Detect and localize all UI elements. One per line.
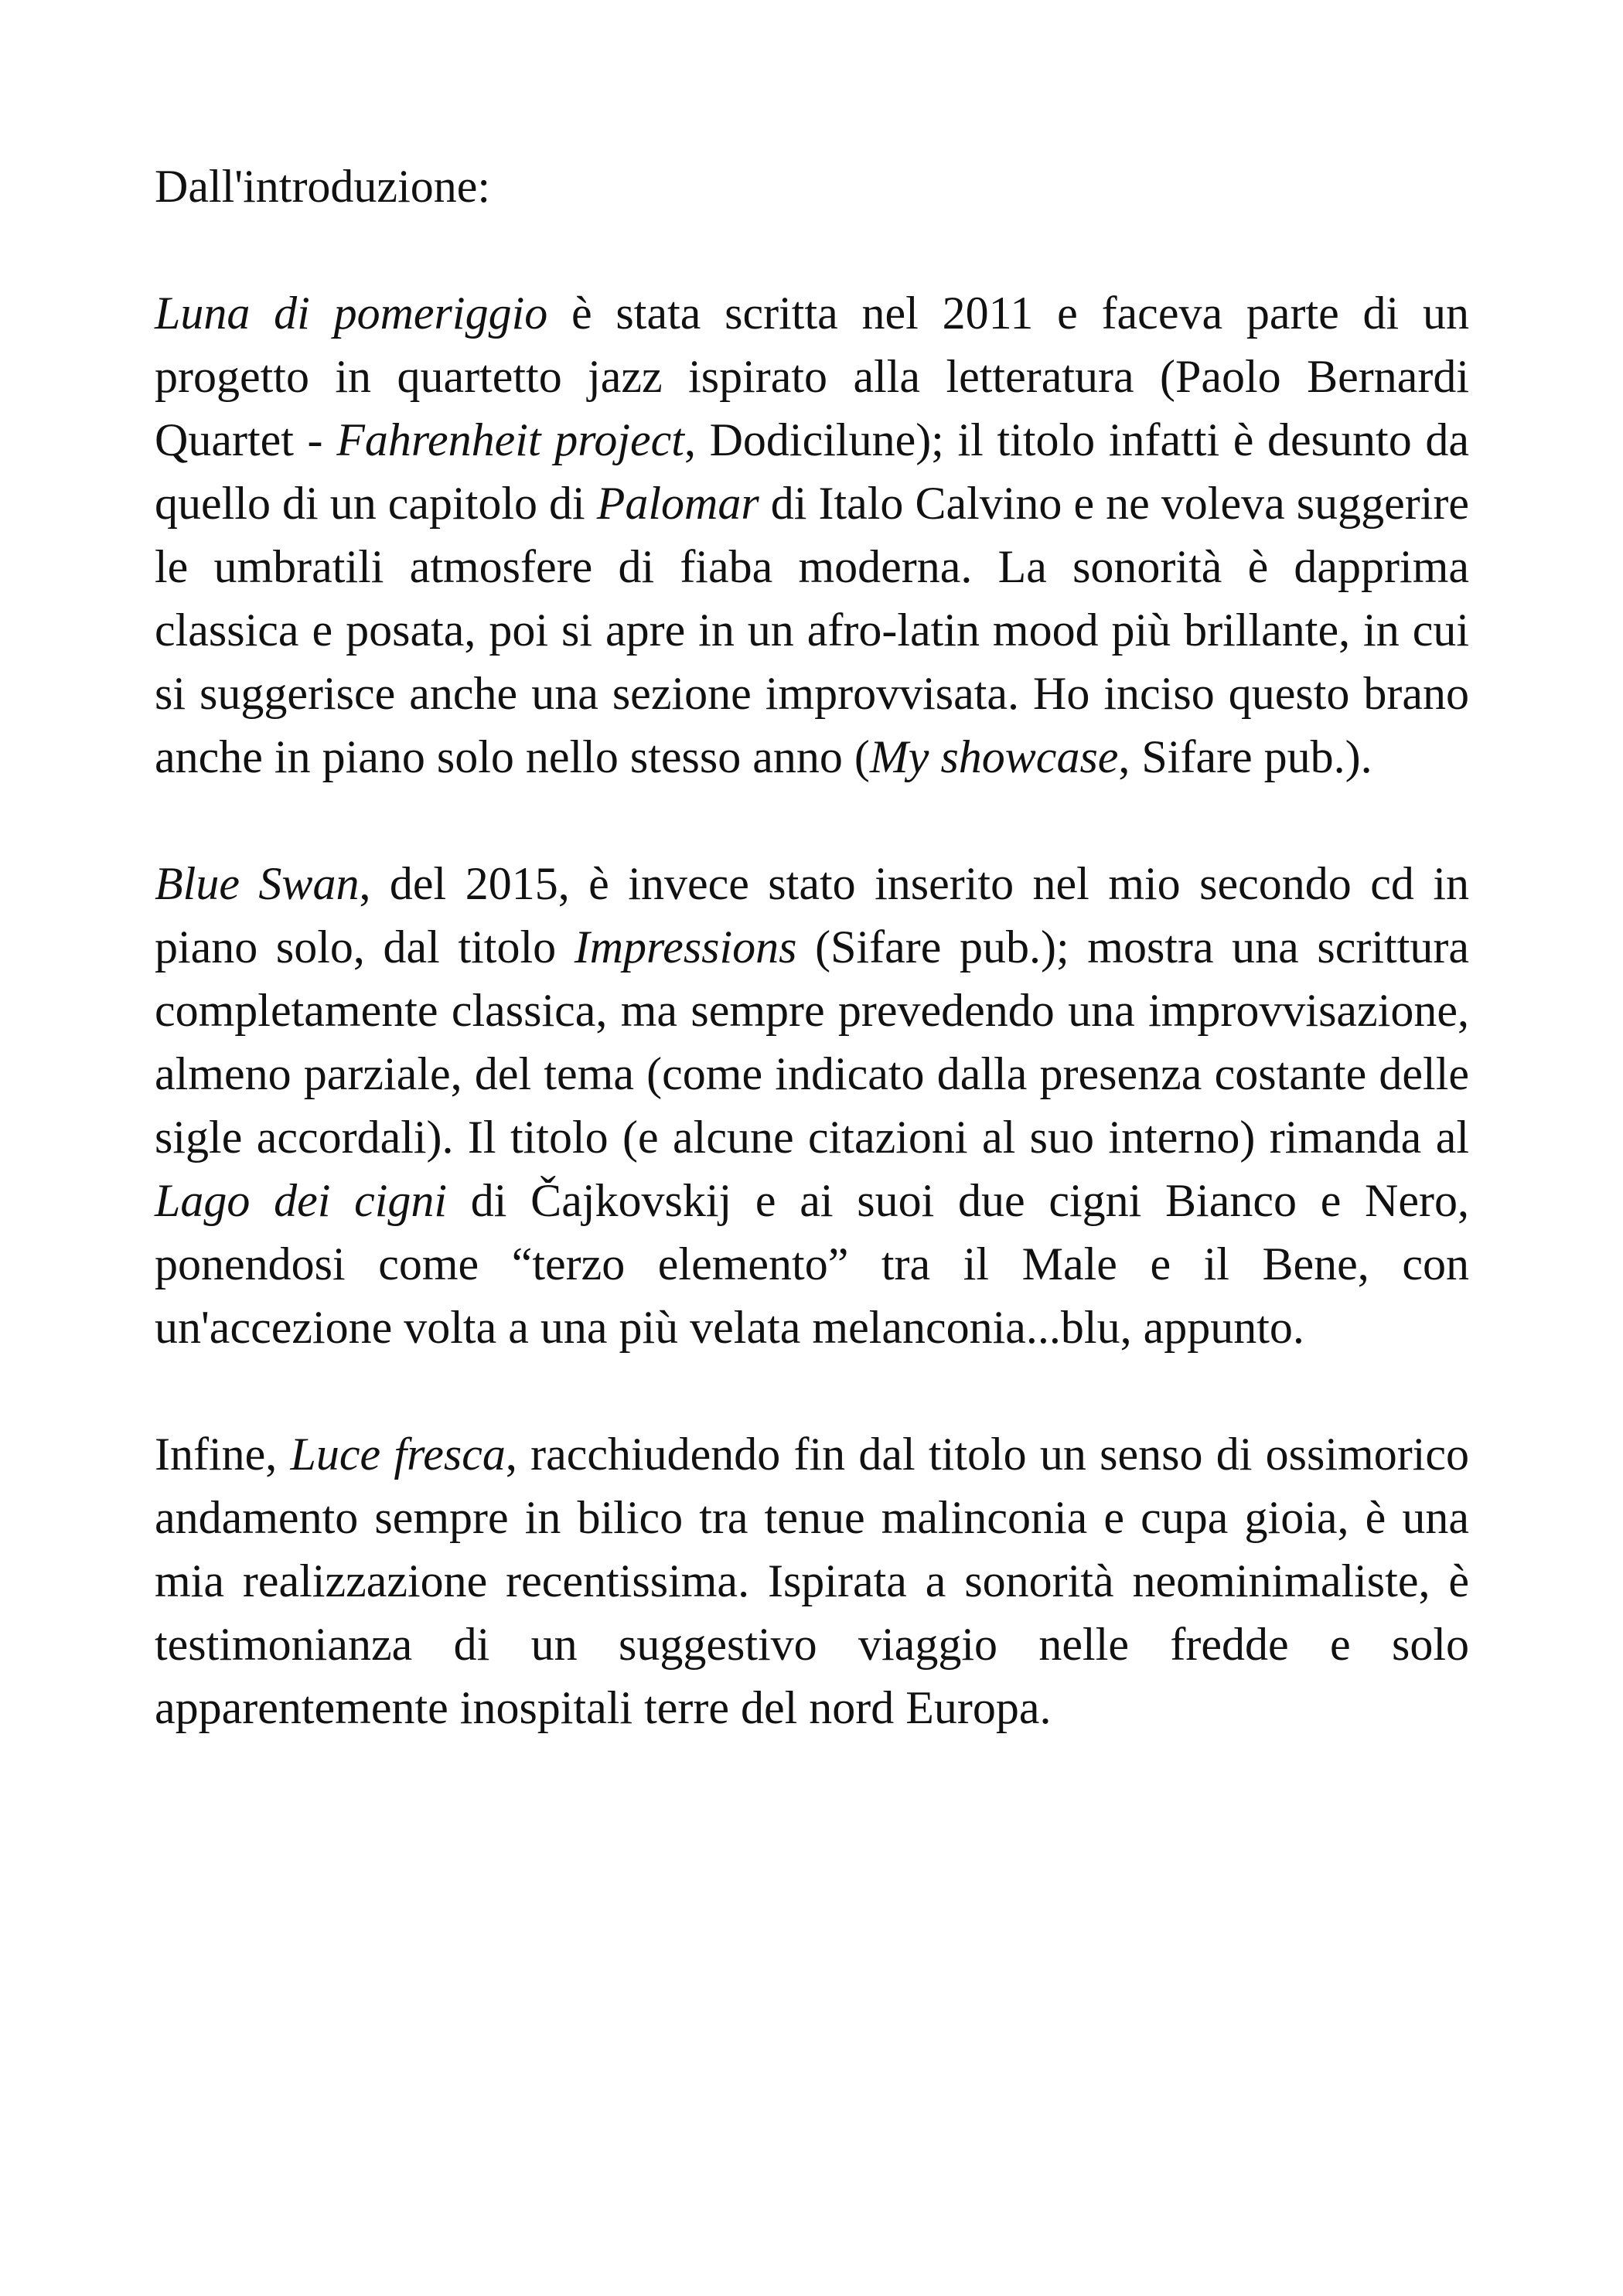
text-run: , del 2015, è invece stato inserito nel mio secondo cd in piano solo, dal titolo: [155, 858, 1469, 973]
text-run: è stata scritta nel 2011 e faceva parte di un progetto in quartetto jazz ispirato alla letteratura (Paolo Bernardi Quartet -: [155, 288, 1469, 465]
text-run: Luce fresca: [290, 1429, 506, 1480]
text-run: Luna di pomeriggio: [155, 288, 548, 339]
document-heading: Dall'introduzione:: [155, 161, 491, 212]
text-run: (Sifare pub.); mostra una scrittura completamente classica, ma sempre prevedendo una improvvisazione, almeno parziale, del tema (come indicato dalla presenza costante delle sigle accordali). Il titolo (e alcune citazioni al suo interno) rimanda al: [155, 921, 1469, 1163]
document-page: [155, 155, 1469, 1739]
text-run: Lago dei cigni: [155, 1175, 448, 1226]
text-run: , Sifare pub.).: [1118, 731, 1372, 782]
text-run: Infine,: [155, 1429, 291, 1480]
text-run: Palomar: [596, 478, 759, 529]
text-run: My showcase: [869, 731, 1119, 782]
text-run: Impressions: [574, 921, 797, 973]
text-run: Blue Swan: [155, 858, 360, 909]
text-run: Fahrenheit project: [336, 414, 684, 465]
text-run: , racchiudendo fin dal titolo un senso di ossimorico andamento sempre in bilico tra tenue malinconia e cupa gioia, è una mia realizzazione recentissima. Ispirata a sonorità neominimaliste, è testimonianza di un suggestivo viaggio nelle fredde e solo apparentemente inospitali terre del nord Europa.: [155, 1429, 1470, 1733]
paragraph-luce-fresca: [155, 1422, 1469, 1739]
paragraph-blue-swan: [155, 852, 1469, 1359]
text-run: di Čajkovskij e ai suoi due cigni Bianco e Nero, ponendosi come “terzo elemento” tra il Male e il Bene, con un'accezione volta a una più velata melanconia...blu, appunto.: [155, 1175, 1469, 1353]
paragraph-luna-di-pomeriggio: [155, 281, 1469, 789]
text-run: di Italo Calvino e ne voleva suggerire le umbratili atmosfere di fiaba moderna. La sonorità è dapprima classica e posata, poi si apre in un afro-latin mood più brillante, in cui si suggerisce anche una sezione improvvisata. Ho inciso questo brano anche in piano solo nello stesso anno (: [155, 478, 1469, 782]
text-run: , Dodicilune); il titolo infatti è desunto da quello di un capitolo di: [155, 414, 1469, 529]
